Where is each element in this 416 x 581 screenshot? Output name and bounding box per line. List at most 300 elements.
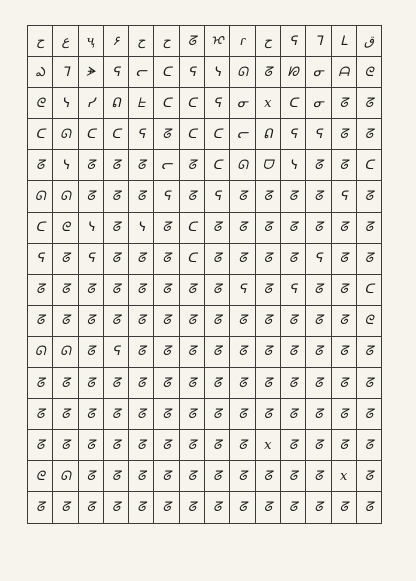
grid-cell bbox=[79, 26, 104, 57]
handwritten-glyph: ᘔ bbox=[35, 313, 45, 329]
handwritten-glyph: ᘔ bbox=[162, 406, 171, 422]
grid-cell bbox=[53, 57, 78, 88]
handwritten-glyph: ᓭ bbox=[213, 64, 222, 80]
handwritten-glyph: ᘔ bbox=[364, 406, 374, 422]
handwritten-glyph: ᓂ bbox=[312, 64, 324, 80]
handwritten-glyph: ᘔ bbox=[213, 406, 222, 422]
handwritten-glyph: ᘔ bbox=[364, 499, 374, 515]
handwritten-glyph: ᘔ bbox=[339, 406, 348, 422]
handwritten-glyph: ۶ bbox=[112, 33, 120, 49]
grid-cell bbox=[357, 181, 382, 212]
handwritten-glyph: x bbox=[264, 95, 272, 111]
handwritten-glyph: ᑕ bbox=[187, 126, 197, 142]
grid-cell bbox=[332, 430, 357, 461]
grid-cell bbox=[129, 181, 154, 212]
handwritten-glyph: ᕠ bbox=[111, 95, 121, 111]
grid-cell bbox=[205, 57, 230, 88]
grid-cell bbox=[230, 492, 255, 523]
handwritten-glyph: ᑕ bbox=[212, 157, 222, 173]
grid-cell bbox=[306, 399, 331, 430]
grid-cell bbox=[306, 57, 331, 88]
grid-cell bbox=[129, 26, 154, 57]
grid-cell bbox=[256, 399, 281, 430]
grid-cell bbox=[281, 244, 306, 275]
handwritten-glyph: ᘔ bbox=[111, 375, 121, 391]
handwritten-glyph: ᘔ bbox=[187, 157, 197, 173]
handwritten-glyph: ᘔ bbox=[339, 220, 348, 236]
handwritten-glyph: ᘔ bbox=[364, 251, 374, 267]
handwritten-glyph: ᑕ bbox=[212, 126, 222, 142]
handwritten-glyph: ᑕ bbox=[187, 220, 197, 236]
grid-cell bbox=[281, 119, 306, 150]
grid-cell bbox=[205, 368, 230, 399]
grid-cell bbox=[180, 181, 205, 212]
grid-cell bbox=[332, 337, 357, 368]
handwritten-glyph: ᘔ bbox=[288, 468, 298, 484]
handwritten-glyph: ᘔ bbox=[314, 220, 323, 236]
handwritten-glyph: ᘔ bbox=[213, 344, 222, 360]
grid-cell bbox=[306, 244, 331, 275]
handwritten-glyph: ᘔ bbox=[314, 313, 323, 329]
grid-cell bbox=[281, 399, 306, 430]
handwritten-glyph: ᑕ bbox=[161, 95, 172, 111]
handwritten-glyph: ᕋ bbox=[137, 126, 146, 142]
grid-cell bbox=[357, 57, 382, 88]
handwritten-glyph: ᗩ bbox=[338, 64, 350, 80]
grid-cell bbox=[281, 461, 306, 492]
handwritten-glyph: ᘔ bbox=[238, 220, 247, 236]
grid-cell bbox=[28, 368, 53, 399]
handwritten-glyph: ᕋ bbox=[238, 282, 247, 298]
handwritten-glyph: ᘔ bbox=[288, 499, 298, 515]
grid-cell bbox=[230, 57, 255, 88]
grid-cell bbox=[180, 150, 205, 181]
handwritten-glyph: ᘔ bbox=[213, 282, 222, 298]
handwritten-glyph: ᘔ bbox=[187, 375, 197, 391]
handwritten-glyph: ᘔ bbox=[162, 375, 171, 391]
handwritten-glyph: ᘔ bbox=[86, 313, 95, 329]
handwritten-glyph: ᕋ bbox=[213, 189, 222, 205]
grid-cell bbox=[180, 57, 205, 88]
handwritten-glyph: ᘔ bbox=[61, 499, 70, 515]
grid-cell bbox=[129, 150, 154, 181]
grid-cell bbox=[332, 57, 357, 88]
handwritten-glyph: ᘔ bbox=[111, 189, 121, 205]
grid-cell bbox=[357, 26, 382, 57]
handwritten-glyph: ᘔ bbox=[162, 437, 171, 453]
grid-cell bbox=[28, 306, 53, 337]
grid-cell bbox=[281, 492, 306, 523]
grid-cell bbox=[306, 181, 331, 212]
grid-cell bbox=[180, 275, 205, 306]
handwritten-glyph: ᘔ bbox=[162, 126, 171, 142]
grid-cell bbox=[281, 26, 306, 57]
handwritten-glyph: ᘔ bbox=[61, 313, 70, 329]
grid-cell bbox=[281, 368, 306, 399]
grid-cell bbox=[154, 430, 179, 461]
grid-cell bbox=[53, 368, 78, 399]
handwritten-glyph: ᘔ bbox=[187, 344, 197, 360]
handwritten-glyph: ᘔ bbox=[162, 344, 171, 360]
grid-cell bbox=[230, 306, 255, 337]
handwritten-glyph: ᕋ bbox=[112, 64, 120, 80]
grid-cell bbox=[281, 306, 306, 337]
handwritten-glyph: ᘔ bbox=[137, 499, 146, 515]
grid-cell bbox=[332, 306, 357, 337]
handwritten-glyph: ᘔ bbox=[288, 437, 298, 453]
grid-cell bbox=[306, 492, 331, 523]
handwritten-glyph: ᘔ bbox=[111, 220, 121, 236]
handwritten-glyph: ᘔ bbox=[288, 344, 298, 360]
handwritten-glyph: ᕋ bbox=[188, 64, 196, 80]
handwritten-glyph: ᘔ bbox=[263, 313, 273, 329]
grid-cell bbox=[306, 306, 331, 337]
grid-cell bbox=[79, 337, 104, 368]
handwritten-glyph: ᘔ bbox=[314, 157, 323, 173]
handwritten-glyph: ᘔ bbox=[86, 468, 95, 484]
handwritten-glyph: ᑕ bbox=[35, 220, 45, 236]
handwritten-glyph: ᘔ bbox=[187, 313, 197, 329]
handwritten-glyph: ᘔ bbox=[35, 282, 45, 298]
grid-cell bbox=[256, 492, 281, 523]
grid-cell bbox=[180, 492, 205, 523]
grid-cell bbox=[205, 244, 230, 275]
handwritten-glyph: ᘔ bbox=[61, 406, 70, 422]
grid-cell bbox=[205, 88, 230, 119]
handwritten-glyph: ᘔ bbox=[61, 437, 70, 453]
grid-cell bbox=[205, 181, 230, 212]
handwritten-glyph: ᘔ bbox=[111, 468, 121, 484]
handwritten-glyph: ᘔ bbox=[187, 33, 197, 49]
grid-cell bbox=[28, 181, 53, 212]
handwritten-glyph: ᕠ bbox=[263, 126, 273, 142]
handwritten-glyph: ᘔ bbox=[314, 499, 323, 515]
grid-cell bbox=[53, 492, 78, 523]
handwritten-glyph: ᘔ bbox=[162, 220, 171, 236]
grid-cell bbox=[104, 492, 129, 523]
grid-cell bbox=[256, 461, 281, 492]
grid-cell bbox=[53, 244, 78, 275]
handwritten-glyph: ᕋ bbox=[314, 126, 323, 142]
grid-cell bbox=[154, 181, 179, 212]
handwritten-glyph: ᘔ bbox=[162, 468, 171, 484]
handwritten-glyph: ᘔ bbox=[263, 344, 273, 360]
grid-cell bbox=[357, 119, 382, 150]
grid-cell bbox=[129, 430, 154, 461]
handwritten-glyph: ᘔ bbox=[86, 157, 95, 173]
grid-cell bbox=[205, 461, 230, 492]
grid-cell bbox=[256, 26, 281, 57]
handwritten-glyph: x bbox=[340, 468, 348, 484]
grid-cell bbox=[256, 430, 281, 461]
handwritten-glyph: ᘔ bbox=[314, 344, 323, 360]
grid-cell bbox=[180, 430, 205, 461]
handwritten-glyph: ᑕ bbox=[161, 64, 172, 80]
handwritten-glyph: ᘔ bbox=[111, 313, 121, 329]
grid-cell bbox=[205, 306, 230, 337]
grid-cell bbox=[306, 430, 331, 461]
handwritten-glyph: ᘔ bbox=[187, 189, 197, 205]
handwritten-glyph: ᘔ bbox=[86, 437, 95, 453]
grid-cell bbox=[205, 337, 230, 368]
grid-cell bbox=[281, 337, 306, 368]
handwritten-glyph: ᘔ bbox=[339, 499, 348, 515]
grid-cell bbox=[154, 88, 179, 119]
handwritten-glyph: ᘔ bbox=[339, 251, 348, 267]
grid-cell bbox=[230, 461, 255, 492]
handwritten-glyph: ق bbox=[363, 33, 375, 49]
grid-cell bbox=[205, 150, 230, 181]
handwritten-glyph: ᘔ bbox=[86, 499, 95, 515]
handwritten-glyph: ᘔ bbox=[86, 282, 95, 298]
grid-cell bbox=[332, 119, 357, 150]
handwritten-glyph: ᓭ bbox=[289, 157, 298, 173]
handwritten-glyph: ᖶ bbox=[137, 95, 146, 111]
handwritten-glyph: ᘔ bbox=[339, 126, 348, 142]
grid-cell bbox=[104, 306, 129, 337]
handwritten-glyph: ᘔ bbox=[111, 499, 121, 515]
handwritten-glyph: ᘔ bbox=[288, 251, 298, 267]
grid-cell bbox=[53, 119, 78, 150]
handwritten-glyph: ᘔ bbox=[238, 313, 247, 329]
grid-cell bbox=[230, 337, 255, 368]
handwritten-glyph: ᒣ bbox=[314, 33, 323, 49]
grid-cell bbox=[357, 337, 382, 368]
grid-cell bbox=[53, 26, 78, 57]
grid-cell bbox=[79, 399, 104, 430]
handwritten-glyph: ᘔ bbox=[61, 375, 70, 391]
handwritten-glyph: ᘔ bbox=[137, 313, 146, 329]
grid-cell bbox=[154, 57, 179, 88]
grid-cell bbox=[129, 244, 154, 275]
grid-cell bbox=[154, 244, 179, 275]
grid-cell bbox=[104, 275, 129, 306]
handwritten-glyph: ᘔ bbox=[339, 157, 348, 173]
handwritten-glyph: ᘔ bbox=[162, 499, 171, 515]
grid-cell bbox=[129, 306, 154, 337]
handwritten-glyph: ᘔ bbox=[263, 251, 273, 267]
grid-cell bbox=[79, 492, 104, 523]
handwritten-glyph: ᗜ bbox=[262, 157, 274, 173]
grid-cell bbox=[332, 88, 357, 119]
handwritten-glyph: ᘔ bbox=[86, 189, 95, 205]
handwritten-glyph: ᘔ bbox=[238, 344, 247, 360]
grid-cell bbox=[205, 119, 230, 150]
handwritten-glyph: ᑕ bbox=[288, 95, 298, 111]
handwritten-glyph: ᘔ bbox=[162, 282, 171, 298]
grid-cell bbox=[180, 399, 205, 430]
grid-cell bbox=[154, 275, 179, 306]
handwritten-glyph: ᕋ bbox=[289, 33, 298, 49]
handwritten-glyph: ᘔ bbox=[35, 157, 45, 173]
handwritten-glyph: ᢈ bbox=[210, 33, 224, 49]
grid-cell bbox=[256, 337, 281, 368]
handwritten-glyph: ᘔ bbox=[314, 406, 323, 422]
grid-cell bbox=[53, 430, 78, 461]
grid-cell bbox=[256, 368, 281, 399]
grid-cell bbox=[79, 461, 104, 492]
handwritten-glyph: ᘔ bbox=[137, 282, 146, 298]
grid-cell bbox=[53, 275, 78, 306]
grid-cell bbox=[306, 461, 331, 492]
grid-cell bbox=[53, 88, 78, 119]
grid-cell bbox=[256, 181, 281, 212]
grid-cell bbox=[104, 119, 129, 150]
handwritten-glyph: ᘔ bbox=[339, 95, 348, 111]
handwritten-glyph: ᘔ bbox=[86, 406, 95, 422]
handwritten-glyph: ᘔ bbox=[364, 375, 374, 391]
grid-cell bbox=[230, 150, 255, 181]
grid-cell bbox=[256, 88, 281, 119]
handwritten-glyph: ᘓ bbox=[364, 64, 374, 80]
grid-cell bbox=[129, 275, 154, 306]
handwritten-glyph: ᘔ bbox=[364, 95, 374, 111]
handwritten-glyph: ᘔ bbox=[187, 437, 197, 453]
handwritten-glyph: ᘏ bbox=[60, 126, 71, 142]
handwritten-glyph: ᒣ bbox=[61, 64, 70, 80]
grid-cell bbox=[79, 244, 104, 275]
handwritten-glyph: ᘔ bbox=[187, 468, 197, 484]
handwritten-glyph: ᕋ bbox=[162, 189, 171, 205]
handwritten-glyph: ᘔ bbox=[288, 220, 298, 236]
handwritten-glyph: ᑕ bbox=[364, 282, 374, 298]
handwritten-glyph: ᘔ bbox=[238, 375, 247, 391]
handwritten-glyph: ᘔ bbox=[111, 437, 121, 453]
handwritten-glyph: ᘔ bbox=[61, 251, 70, 267]
handwritten-glyph: ᘏ bbox=[237, 64, 248, 80]
handwritten-glyph: ᕋ bbox=[289, 126, 298, 142]
handwritten-glyph: ح bbox=[137, 33, 146, 49]
grid-cell bbox=[281, 181, 306, 212]
grid-cell bbox=[79, 368, 104, 399]
grid-cell bbox=[306, 26, 331, 57]
grid-cell bbox=[154, 461, 179, 492]
handwritten-glyph: ᘔ bbox=[314, 189, 323, 205]
grid-cell bbox=[205, 492, 230, 523]
grid-cell bbox=[53, 181, 78, 212]
grid-cell bbox=[180, 244, 205, 275]
grid-cell bbox=[154, 306, 179, 337]
grid-cell bbox=[79, 181, 104, 212]
handwritten-glyph: ᓭ bbox=[61, 95, 70, 111]
grid-cell bbox=[129, 337, 154, 368]
handwritten-glyph: ᕋ bbox=[112, 344, 120, 360]
grid-cell bbox=[357, 88, 382, 119]
handwritten-glyph: ᘔ bbox=[263, 499, 273, 515]
grid-cell bbox=[281, 213, 306, 244]
handwritten-glyph: ᘔ bbox=[162, 313, 171, 329]
handwritten-glyph: ᘔ bbox=[288, 189, 298, 205]
grid-cell bbox=[28, 213, 53, 244]
grid-cell bbox=[154, 399, 179, 430]
grid-cell bbox=[28, 337, 53, 368]
grid-cell bbox=[332, 26, 357, 57]
grid-cell bbox=[154, 150, 179, 181]
grid-cell bbox=[28, 461, 53, 492]
grid-cell bbox=[205, 430, 230, 461]
handwritten-glyph: ᓭ bbox=[137, 220, 146, 236]
handwritten-glyph: ᘔ bbox=[213, 468, 222, 484]
handwritten-glyph: ᘔ bbox=[111, 406, 121, 422]
grid-cell bbox=[230, 26, 255, 57]
grid-cell bbox=[281, 275, 306, 306]
grid-cell bbox=[180, 461, 205, 492]
grid-cell bbox=[79, 306, 104, 337]
grid-cell bbox=[357, 244, 382, 275]
handwritten-glyph: ᕋ bbox=[314, 251, 323, 267]
handwritten-glyph: ᕋ bbox=[339, 189, 348, 205]
handwritten-glyph: ᘏ bbox=[237, 157, 248, 173]
handwritten-glyph: ᕋ bbox=[289, 282, 298, 298]
handwritten-glyph: ᓕ bbox=[236, 126, 249, 142]
handwritten-glyph: ᘏ bbox=[34, 189, 46, 205]
character-grid bbox=[27, 25, 382, 524]
handwritten-glyph: ᘔ bbox=[213, 437, 222, 453]
grid-cell bbox=[104, 26, 129, 57]
handwritten-glyph: ᘔ bbox=[86, 375, 95, 391]
handwritten-glyph: ᘓ bbox=[35, 468, 45, 484]
handwritten-glyph: ᘔ bbox=[238, 437, 247, 453]
handwritten-glyph: ᘔ bbox=[111, 157, 121, 173]
handwritten-glyph: ᘔ bbox=[111, 282, 121, 298]
grid-cell bbox=[332, 461, 357, 492]
handwritten-glyph: ᘔ bbox=[364, 437, 374, 453]
grid-cell bbox=[180, 26, 205, 57]
handwritten-glyph: ᒪ bbox=[340, 33, 348, 49]
handwritten-glyph: ᘔ bbox=[238, 468, 247, 484]
grid-cell bbox=[129, 492, 154, 523]
handwritten-glyph: ᘔ bbox=[364, 189, 374, 205]
handwritten-glyph: ɾ bbox=[239, 33, 246, 49]
grid-cell bbox=[306, 119, 331, 150]
handwritten-glyph: ᗘ bbox=[86, 64, 96, 80]
grid-cell bbox=[28, 26, 53, 57]
handwritten-glyph: ᘔ bbox=[263, 282, 273, 298]
grid-cell bbox=[104, 461, 129, 492]
handwritten-glyph: ᑕ bbox=[85, 126, 96, 142]
grid-cell bbox=[256, 306, 281, 337]
handwritten-glyph: ᘔ bbox=[137, 406, 146, 422]
grid-cell bbox=[332, 492, 357, 523]
grid-cell bbox=[357, 430, 382, 461]
grid-cell bbox=[104, 244, 129, 275]
grid-cell bbox=[129, 461, 154, 492]
handwritten-glyph: ᘔ bbox=[35, 375, 45, 391]
grid-cell bbox=[180, 213, 205, 244]
handwritten-glyph: ᘔ bbox=[162, 251, 171, 267]
handwritten-glyph: ᘔ bbox=[364, 126, 374, 142]
handwritten-glyph: ᘔ bbox=[263, 406, 273, 422]
handwritten-glyph: ఎ bbox=[35, 64, 45, 80]
grid-cell bbox=[306, 213, 331, 244]
grid-cell bbox=[154, 26, 179, 57]
handwritten-glyph: ᘔ bbox=[61, 282, 70, 298]
handwritten-glyph: ᘔ bbox=[187, 406, 197, 422]
handwritten-glyph: ᘔ bbox=[364, 220, 374, 236]
handwritten-glyph: ح bbox=[35, 33, 45, 49]
grid-cell bbox=[104, 181, 129, 212]
grid-cell bbox=[79, 275, 104, 306]
grid-cell bbox=[129, 57, 154, 88]
grid-cell bbox=[28, 492, 53, 523]
handwritten-glyph: ᑕ bbox=[111, 126, 121, 142]
handwritten-glyph: ᘔ bbox=[137, 157, 146, 173]
handwritten-glyph: ᘔ bbox=[111, 251, 121, 267]
handwritten-glyph: ᘏ bbox=[60, 189, 71, 205]
grid-cell bbox=[205, 399, 230, 430]
grid-cell bbox=[28, 57, 53, 88]
grid-cell bbox=[154, 492, 179, 523]
